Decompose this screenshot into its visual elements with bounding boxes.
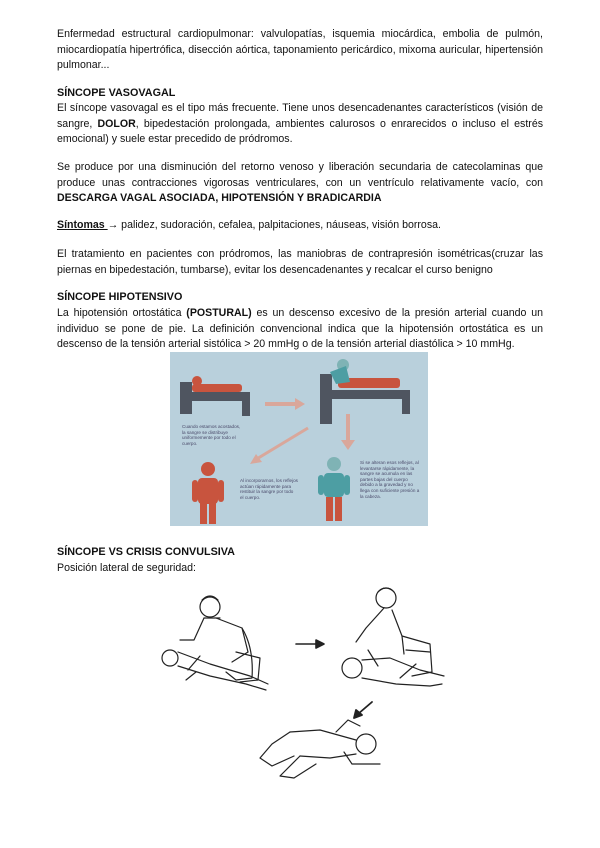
treatment-paragraph: El tratamiento en pacientes con pródromos, las maniobras de contrapresión isométricas(cruzar las piernas en bipedestación, tumbarse), evitar los desencadenantes y recalcar el curso benigno	[57, 248, 543, 276]
arrow-right-icon	[296, 640, 324, 648]
recovery-position-illustration	[140, 580, 468, 792]
standing-red-torso	[198, 478, 218, 504]
arrow-down-icon	[341, 414, 355, 450]
orthostatic-hypotension-figure	[170, 352, 428, 526]
figure-caption-pooling: Si se alteran esos reflejos, al levantarse rápidamente, la sangre se acumula en las partes bajas del cuerpo debido a la gravedad y no llega con suficiente presión a la cabeza.	[360, 460, 420, 499]
recovery-position-figure	[140, 580, 468, 792]
heading-hipotensivo: SÍNCOPE HIPOTENSIVO	[57, 291, 183, 303]
convulsiva-subtitle: Posición lateral de seguridad:	[57, 562, 196, 574]
arrow-down-left-icon	[354, 702, 372, 718]
standing-teal-head	[327, 457, 341, 471]
vasovagal-paragraph-1: El síncope vasovagal es el tipo más frecuente. Tiene unos desencadenantes característicos (visión de sangre, DOLOR, bipedestación prolongada, ambientes calurosos o enrarecidos o incluso el estrés emocional) y suele estar precedido de pródromos.	[57, 102, 544, 145]
hipotensivo-paragraph: La hipotensión ortostática (POSTURAL) es un descenso excesivo de la presión arterial cuando un individuo se pone de pie. La definición convencional indica que la hipotensión ortostática es un descenso de la tensión arterial sistólica > 20 mmHg o de la tensión arterial diastólica > 10 mmHg.	[57, 307, 543, 350]
intro-paragraph: Enfermedad estructural cardiopulmonar: valvulopatías, isquemia miocárdica, embolia de pulmón, miocardiopatía hipertrófica, disección aórtica, taponamiento pericárdico, mixoma auricular, hipertensión pulmonar...	[57, 28, 543, 71]
lying-head	[192, 376, 202, 386]
standing-red-head	[201, 462, 215, 476]
bed-2-footboard	[402, 390, 410, 414]
scene-1-rescuer	[180, 596, 260, 682]
heading-convulsiva: SÍNCOPE VS CRISIS CONVULSIVA	[57, 546, 235, 558]
standing-teal-torso	[324, 473, 344, 497]
scene-2-patient	[342, 650, 444, 686]
symptoms-paragraph: Síntomas → palidez, sudoración, cefalea, palpitaciones, náuseas, visión borrosa.	[57, 219, 441, 231]
scene-3-patient	[260, 720, 380, 778]
bed-1-footboard	[242, 392, 250, 416]
figure-caption-standing: Al incorporarnos, los reflejos actúan rápidamente para restituir la sangre por todo el cuerpo.	[240, 478, 298, 500]
figure-caption-lying: Cuando estamos acostados, la sangre se distribuye uniformemente por todo el cuerpo.	[182, 424, 241, 446]
scene-2-rescuer	[356, 588, 432, 676]
bed-2-frame	[320, 390, 410, 399]
bed-1-frame	[180, 392, 250, 401]
arrow-right-icon	[265, 398, 305, 410]
arrow-diagonal-icon	[255, 428, 308, 460]
vasovagal-paragraph-2: Se produce por una disminución del retorno venoso y liberación secundaria de catecolaminas que produce unas contracciones vigorosas ventriculares, con un ventrículo relativamente vacío, con DESCARGA VAGAL ASOCIADA, HIPOTENSIÓN Y BRADICARDIA	[57, 161, 543, 204]
symptoms-label: Síntomas	[57, 219, 108, 231]
heading-vasovagal: SÍNCOPE VASOVAGAL	[57, 87, 176, 99]
